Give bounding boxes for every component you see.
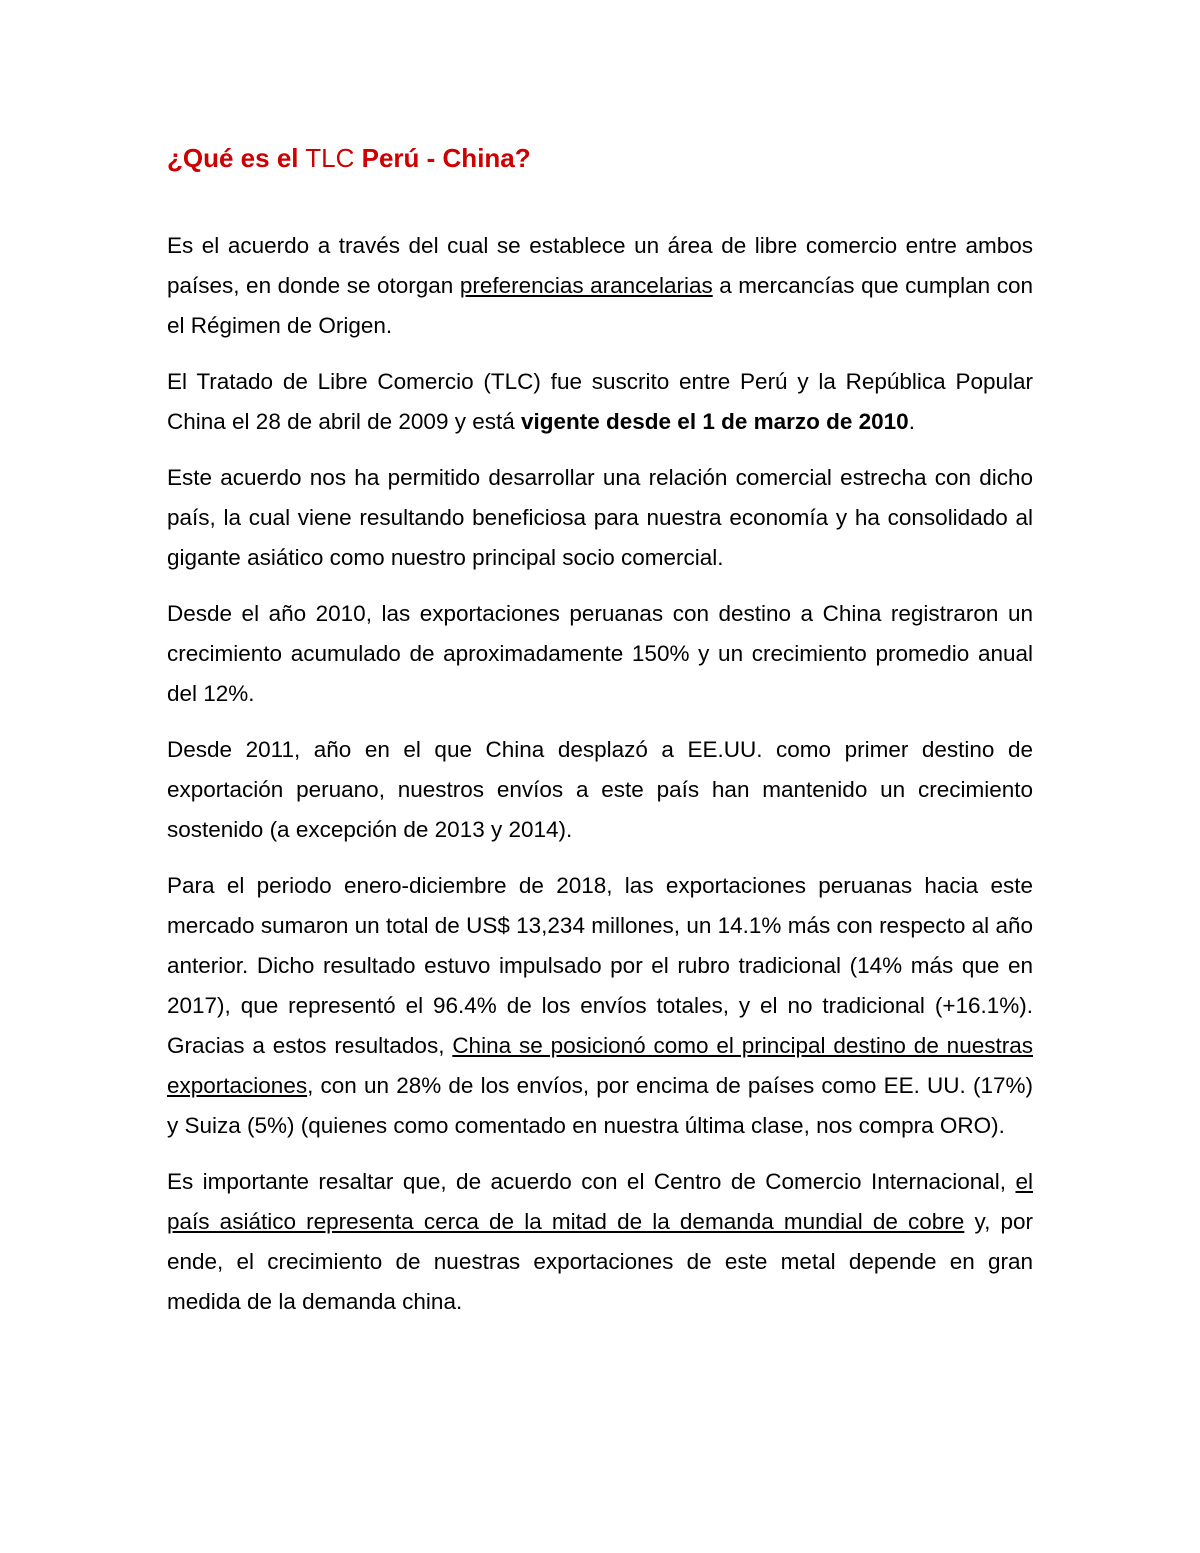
paragraph-text: y, por ende, el crecimiento de nuestras exportaciones de este metal depende en gran medida de la demanda china. — [167, 1209, 1033, 1314]
paragraph-destino: Desde 2011, año en el que China desplazó a EE.UU. como primer destino de exportación peruano, nuestros envíos a este país han mantenido un crecimiento sostenido (a excepción de 2013 y 2014). — [167, 737, 1033, 842]
paragraph-text: , con un 28% de los envíos, por encima de países como EE. UU. (17%) y Suiza (5%) (quienes como comentado en nuestra última clase, nos compra ORO). — [167, 1073, 1033, 1138]
link-preferencias-arancelarias[interactable]: preferencias arancelarias — [459, 273, 713, 298]
paragraph-definition — [167, 226, 1033, 346]
link-demanda-cobre[interactable]: el país asiático representa cerca de la mitad de la demanda mundial de cobre — [167, 1169, 1033, 1234]
paragraph-relacion: Este acuerdo nos ha permitido desarrollar una relación comercial estrecha con dicho país, la cual viene resultando beneficiosa para nuestra economía y ha consolidado al gigante asiático como nuestro principal socio comercial. — [167, 465, 1033, 570]
bold-vigencia: vigente desde el 1 de marzo de 2010 — [521, 409, 909, 434]
document-body — [167, 226, 1033, 1338]
title-suffix: Perú - China? — [361, 143, 531, 173]
title-tlc: TLC — [305, 143, 355, 173]
paragraph-crecimiento: Desde el año 2010, las exportaciones peruanas con destino a China registraron un crecimiento acumulado de aproximadamente 150% y un crecimiento promedio anual del 12%. — [167, 601, 1033, 706]
paragraph-text: Es importante resaltar que, de acuerdo con el Centro de Comercio Internacional, — [167, 1169, 1016, 1194]
paragraph-text: a mercancías que cumplan con el Régimen de Origen. — [167, 273, 1033, 338]
paragraph-cobre — [167, 1162, 1033, 1322]
title-prefix: ¿Qué es el — [167, 143, 299, 173]
document-title — [167, 138, 531, 178]
paragraph-text: Es el acuerdo a través del cual se establece un área de libre comercio entre ambos países, en donde se otorgan — [167, 233, 1033, 298]
paragraph-text: Para el periodo enero-diciembre de 2018, las exportaciones peruanas hacia este mercado sumaron un total de US$ 13,234 millones, un 14.1% más con respecto al año anterior. Dicho resultado estuvo impulsado por el rubro tradicional (14% más que en 2017), que representó el 96.4% de los envíos totales, y el no tradicional (+16.1%). Gracias a estos resultados, — [167, 873, 1033, 1058]
paragraph-vigencia — [167, 362, 1033, 442]
link-principal-destino[interactable]: China se posicionó como el principal destino de nuestras exportaciones — [167, 1033, 1033, 1098]
paragraph-text: El Tratado de Libre Comercio (TLC) fue suscrito entre Perú y la República Popular China el 28 de abril de 2009 y está — [167, 369, 1033, 434]
paragraph-2018 — [167, 866, 1033, 1146]
paragraph-text: . — [908, 409, 915, 434]
